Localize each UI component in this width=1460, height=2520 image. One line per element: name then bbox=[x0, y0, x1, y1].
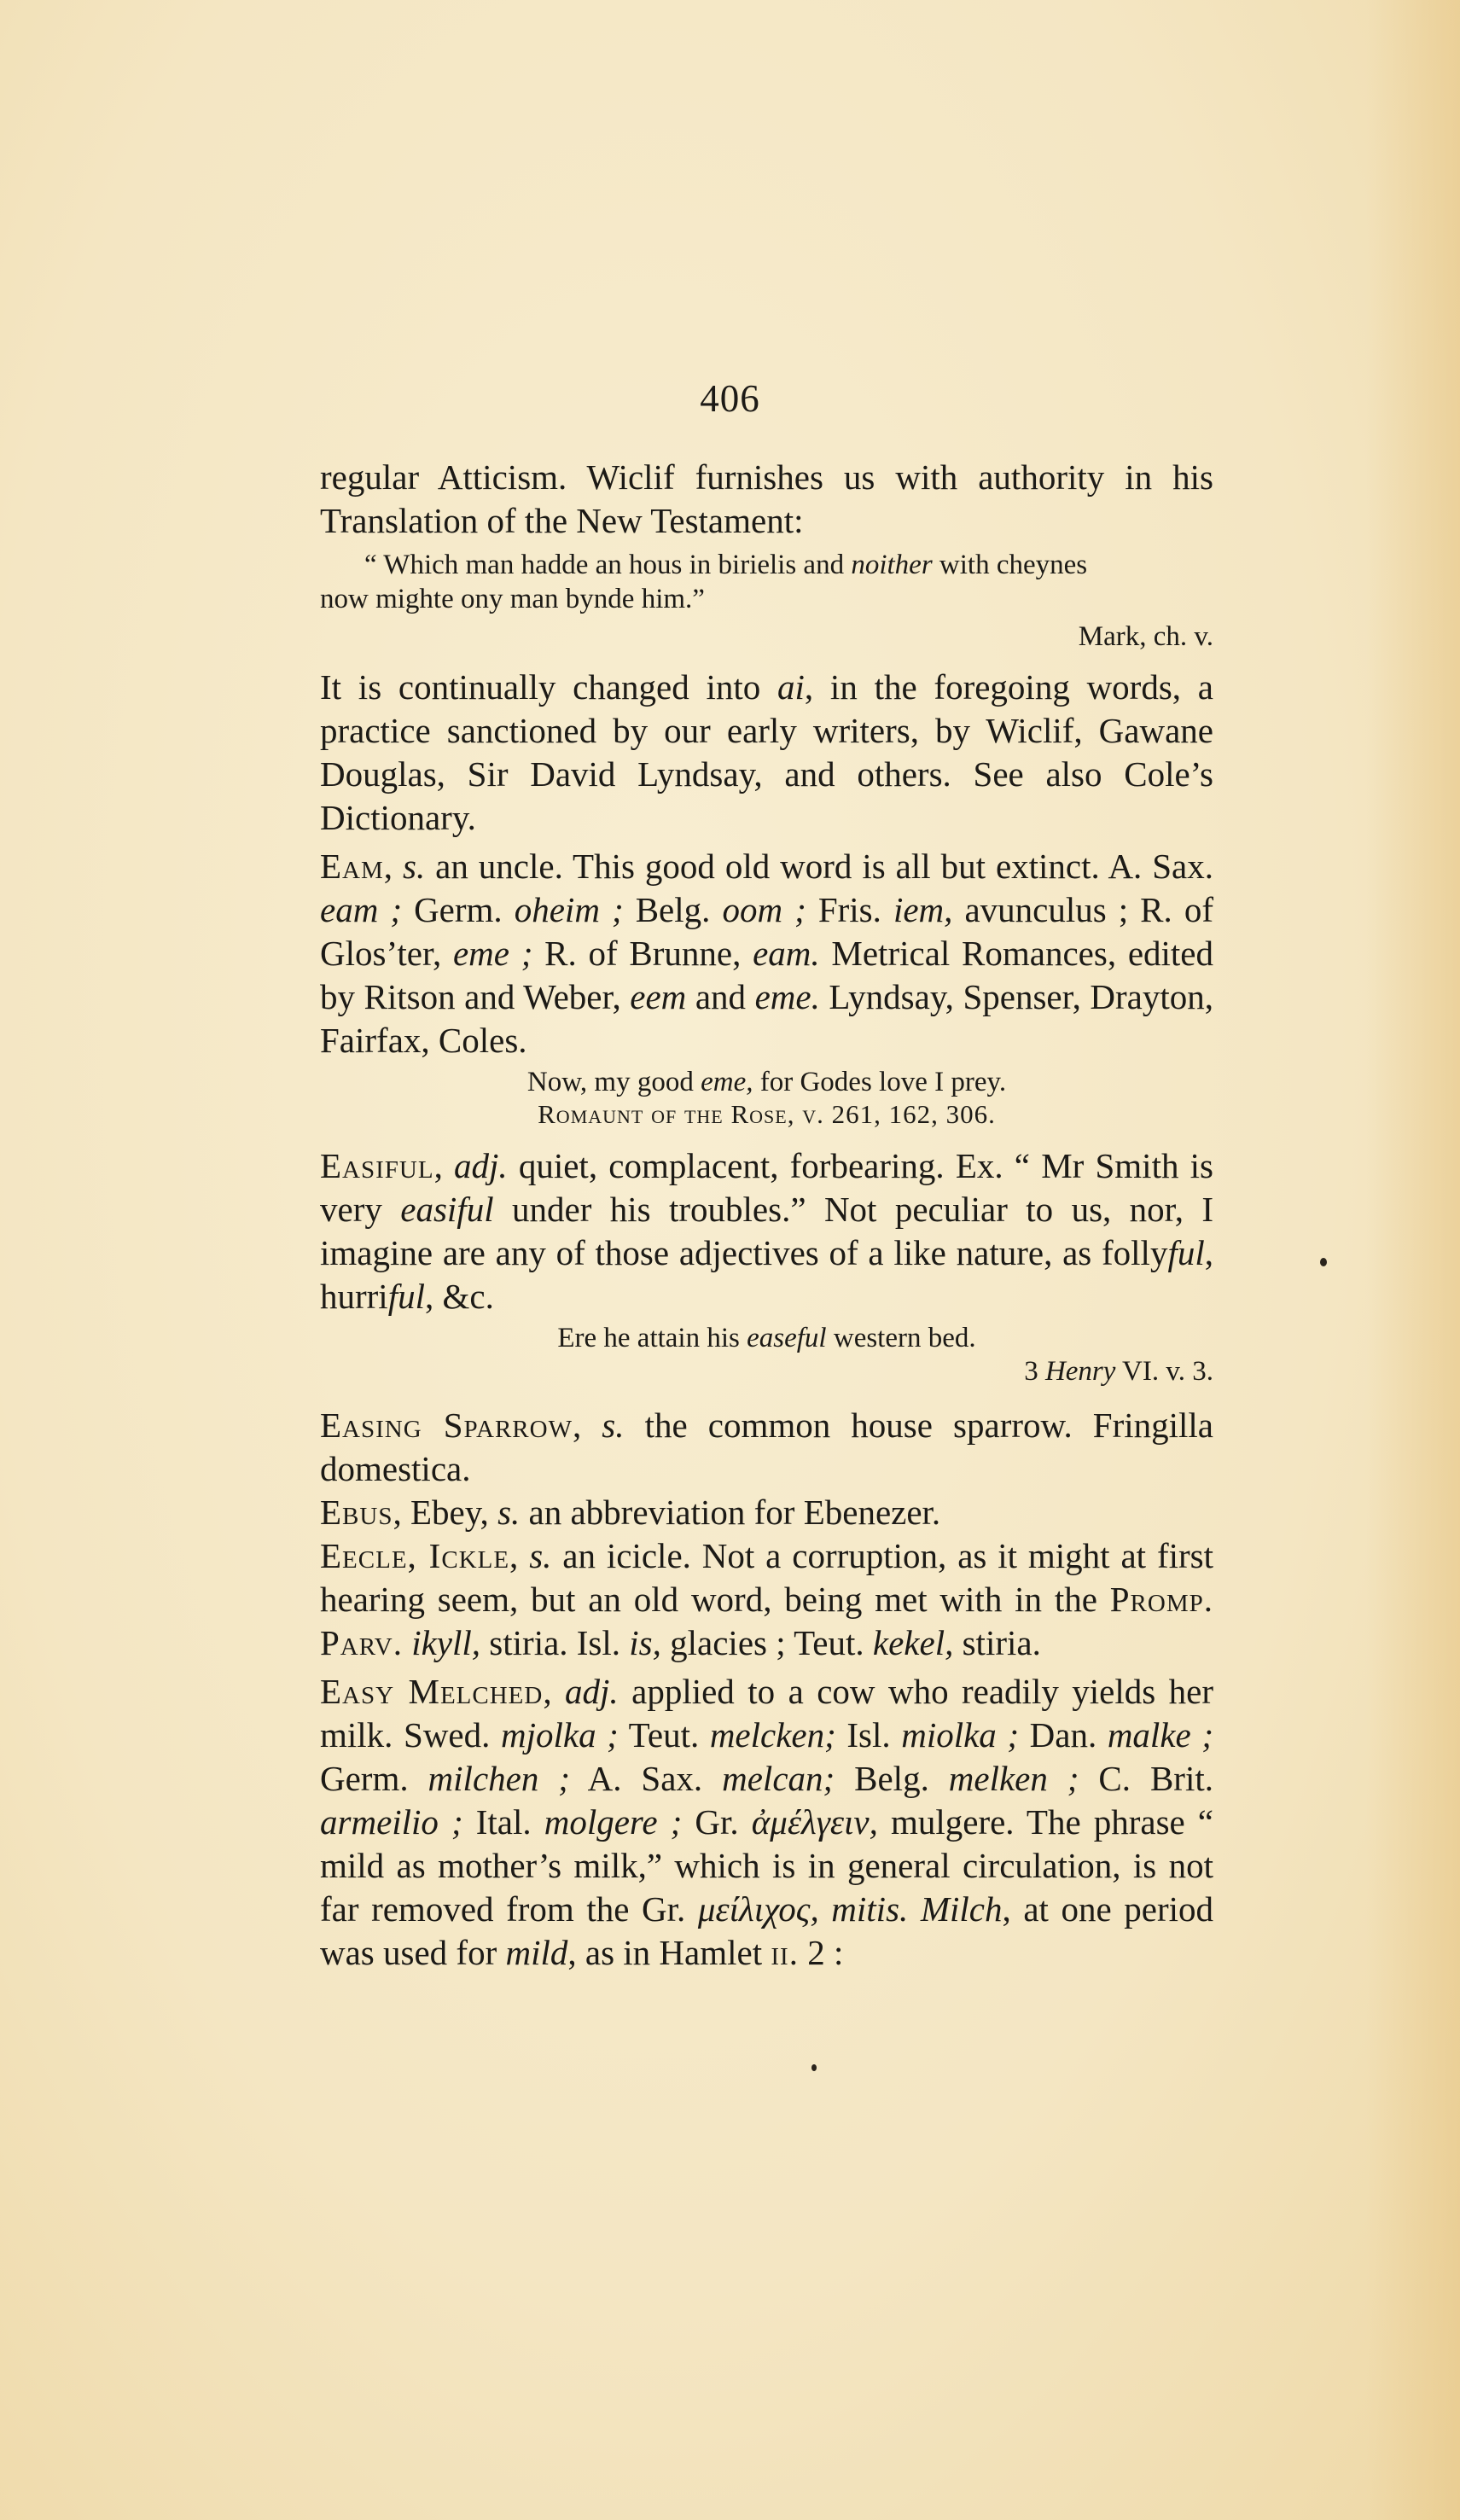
entry-easiful: Easiful, adj. quiet, complacent, forbearing. Ex. “ Mr Smith is very easiful under his troubles.” Not peculiar to us, nor, I imagine are any of those adjectives of a like nature, as follyful, hurriful, &c. bbox=[320, 1146, 1213, 1316]
body-text bbox=[320, 456, 1213, 1975]
entry-easy-melched: Easy Melched, adj. applied to a cow who readily yields her milk. Swed. mjolka ; Teut. melcken; Isl. miolka ; Dan. malke ; Germ. milchen ; A. Sax. melcan; Belg. melken ; C. Brit. armeilio ; Ital. molgere ; Gr. ἀμέλγειν, mulgere. The phrase “ mild as mother’s milk,” which is in general circulation, is not far removed from the Gr. μείλιχος, mitis. Milch, at one period was used for mild, as in Hamlet ii. 2 : bbox=[320, 1672, 1214, 1972]
headword-easy-melched: Easy Melched bbox=[320, 1672, 544, 1711]
headword-ebus: Ebus bbox=[320, 1493, 393, 1532]
headword-easing-sparrow: Easing Sparrow bbox=[320, 1405, 573, 1445]
headword-eecle: Eecle, Ickle bbox=[320, 1536, 510, 1575]
quote1-italic: noither bbox=[851, 550, 933, 580]
eam-citation: Romaunt of the Rose, v. 261, 162, 306. bbox=[538, 1099, 996, 1129]
wiclif-citation: Mark, ch. v. bbox=[1078, 621, 1213, 652]
quote1-text-b: with cheynes bbox=[932, 550, 1088, 580]
headword-easiful: Easiful bbox=[320, 1146, 434, 1185]
entry-eecle: Eecle, Ickle, s. an icicle. Not a corruption, as it might at first hearing seem, but an old word, being met with in the Promp. Parv. ikyll, stiria. Isl. is, glacies ; Teut. kekel, stiria. bbox=[320, 1536, 1213, 1662]
entry-easing-sparrow: Easing Sparrow, s. the common house sparrow. Fringilla domestica. bbox=[320, 1405, 1213, 1488]
wiclif-quote bbox=[320, 548, 1213, 616]
paragraph-ai: It is continually changed into ai, in the foregoing words, a practice sanctioned by our early writers, by Wiclif, Gawane Douglas, Sir David Lyndsay, and others. See also Cole’s Dictionary. bbox=[320, 667, 1213, 837]
easiful-citation: 3 Henry VI. v. 3. bbox=[1024, 1356, 1213, 1387]
para1-line1: regular Atticism. Wiclif furnishes us with authority bbox=[320, 457, 1105, 497]
entry-eam: Eam, s. an uncle. This good old word is all but extinct. A. Sax. eam ; Germ. oheim ; Belg. oom ; Fris. iem, avunculus ; R. of Glos’ter, eme ; R. of Brunne, eam. Metrical Romances, edited by Ritson and Weber, eem and eme. Lyndsay, Spenser, Drayton, Fairfax, Coles. bbox=[320, 847, 1214, 1060]
easiful-quote: Ere he attain his easeful western bed. bbox=[557, 1323, 976, 1353]
ink-speck bbox=[811, 2064, 817, 2071]
headword-eam: Eam bbox=[320, 847, 384, 886]
page-number: 406 bbox=[700, 377, 760, 420]
eam-quote: Now, my good eme, for Godes love I prey. bbox=[526, 1067, 1007, 1097]
quote1-text-a: “ Which man hadde an hous in birielis and bbox=[364, 550, 852, 580]
paragraph-continuation bbox=[320, 456, 1213, 543]
quote1-line2: now mighte ony man bynde him.” bbox=[320, 584, 705, 614]
entry-ebus: Ebus, Ebey, s. an abbreviation for Ebenezer. bbox=[320, 1493, 941, 1532]
para1-line2: in his Translation of the New Testament: bbox=[320, 457, 1213, 540]
ink-speck bbox=[1320, 1258, 1327, 1266]
